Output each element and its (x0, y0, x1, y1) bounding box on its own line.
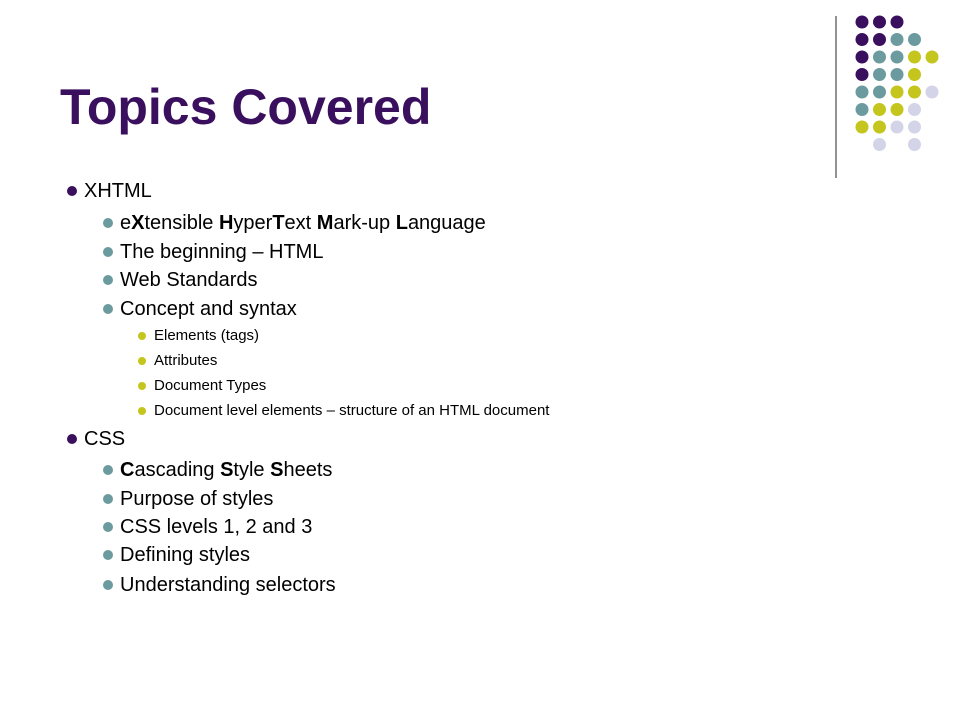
decoration-dot (873, 86, 886, 99)
outline-item-level-3 (154, 377, 266, 394)
bullet-dot-icon (103, 218, 113, 228)
slide-title: Topics Covered (60, 79, 432, 135)
outline-item-text: Elements (tags) (154, 327, 260, 344)
bullet-dot-icon (138, 332, 146, 340)
bullet-dot-icon (103, 550, 113, 560)
outline-item-level-3 (154, 327, 259, 344)
bullet-dot-icon (67, 186, 77, 196)
outline-item-text: Defining styles (120, 544, 251, 566)
decoration-dot (856, 103, 869, 116)
decoration-dot (908, 121, 921, 134)
bullet-dot-icon (103, 247, 113, 257)
outline-item-text: Document Types (154, 377, 267, 394)
decoration-dot (856, 16, 869, 29)
decoration-dot (891, 103, 904, 116)
outline-item-text: Document level elements – structure of an HTML document (154, 402, 550, 419)
decoration-dot (856, 33, 869, 46)
decoration-dot (926, 86, 939, 99)
decoration-dot (856, 121, 869, 134)
bullet-dot-icon (103, 522, 113, 532)
outline-item-level-1 (84, 428, 125, 451)
outline-item-level-2 (120, 544, 250, 567)
decoration-dot (926, 51, 939, 64)
outline-item-level-3 (154, 352, 217, 369)
decoration-dot (873, 138, 886, 151)
bullet-dot-icon (138, 382, 146, 390)
outline-item-text: Web Standards (120, 269, 258, 291)
decoration-dot (891, 51, 904, 64)
dot-grid (856, 16, 939, 152)
decoration-dot (908, 51, 921, 64)
bullet-dot-icon (138, 357, 146, 365)
decoration-dot (908, 86, 921, 99)
outline-item-level-2 (120, 269, 258, 292)
bullet-dot-icon (103, 465, 113, 475)
decoration-dot (873, 121, 886, 134)
bullet-dot-icon (103, 275, 113, 285)
decoration-dot (891, 33, 904, 46)
outline-item-text: CSS (84, 428, 126, 450)
decoration-dot (908, 68, 921, 81)
outline-item-level-2 (120, 488, 273, 511)
bullet-dot-icon (103, 494, 113, 504)
outline-item-level-2 (120, 212, 486, 235)
outline-item-text: Attributes (154, 352, 218, 369)
outline-item-text: Cascading Style Sheets (120, 459, 333, 481)
outline-item-text: eXtensible HyperText Mark-up Language (120, 212, 486, 234)
outline-item-level-2 (120, 241, 323, 264)
outline-item-text: The beginning – HTML (120, 241, 324, 263)
decoration-dot (891, 68, 904, 81)
outline-item-text: Understanding selectors (120, 574, 336, 596)
outline-item-level-2 (120, 516, 312, 539)
decoration-dot (873, 103, 886, 116)
decoration-dot (891, 86, 904, 99)
outline-item-level-3 (154, 402, 549, 419)
decoration-dot (856, 68, 869, 81)
outline-item-text: Concept and syntax (120, 298, 297, 320)
outline-item-level-1 (84, 180, 152, 203)
outline-item-level-2 (120, 574, 336, 597)
outline-item-level-2 (120, 459, 332, 482)
decoration-dot (873, 33, 886, 46)
decoration-dot (891, 16, 904, 29)
outline-item-level-2 (120, 298, 297, 321)
decoration-dot (873, 68, 886, 81)
bullet-dot-icon (67, 434, 77, 444)
decoration-dot (908, 138, 921, 151)
decoration-dot (873, 51, 886, 64)
bullet-dot-icon (103, 580, 113, 590)
bullet-dot-icon (138, 407, 146, 415)
outline-item-text: CSS levels 1, 2 and 3 (120, 516, 313, 538)
outline-item-text: XHTML (84, 180, 152, 202)
decoration-dot (908, 103, 921, 116)
decoration-dot (856, 51, 869, 64)
decoration-dot (873, 16, 886, 29)
decoration-dot (908, 33, 921, 46)
outline-item-text: Purpose of styles (120, 488, 274, 510)
bullet-dot-icon (103, 304, 113, 314)
decoration-dot (891, 121, 904, 134)
decoration-dot (856, 86, 869, 99)
